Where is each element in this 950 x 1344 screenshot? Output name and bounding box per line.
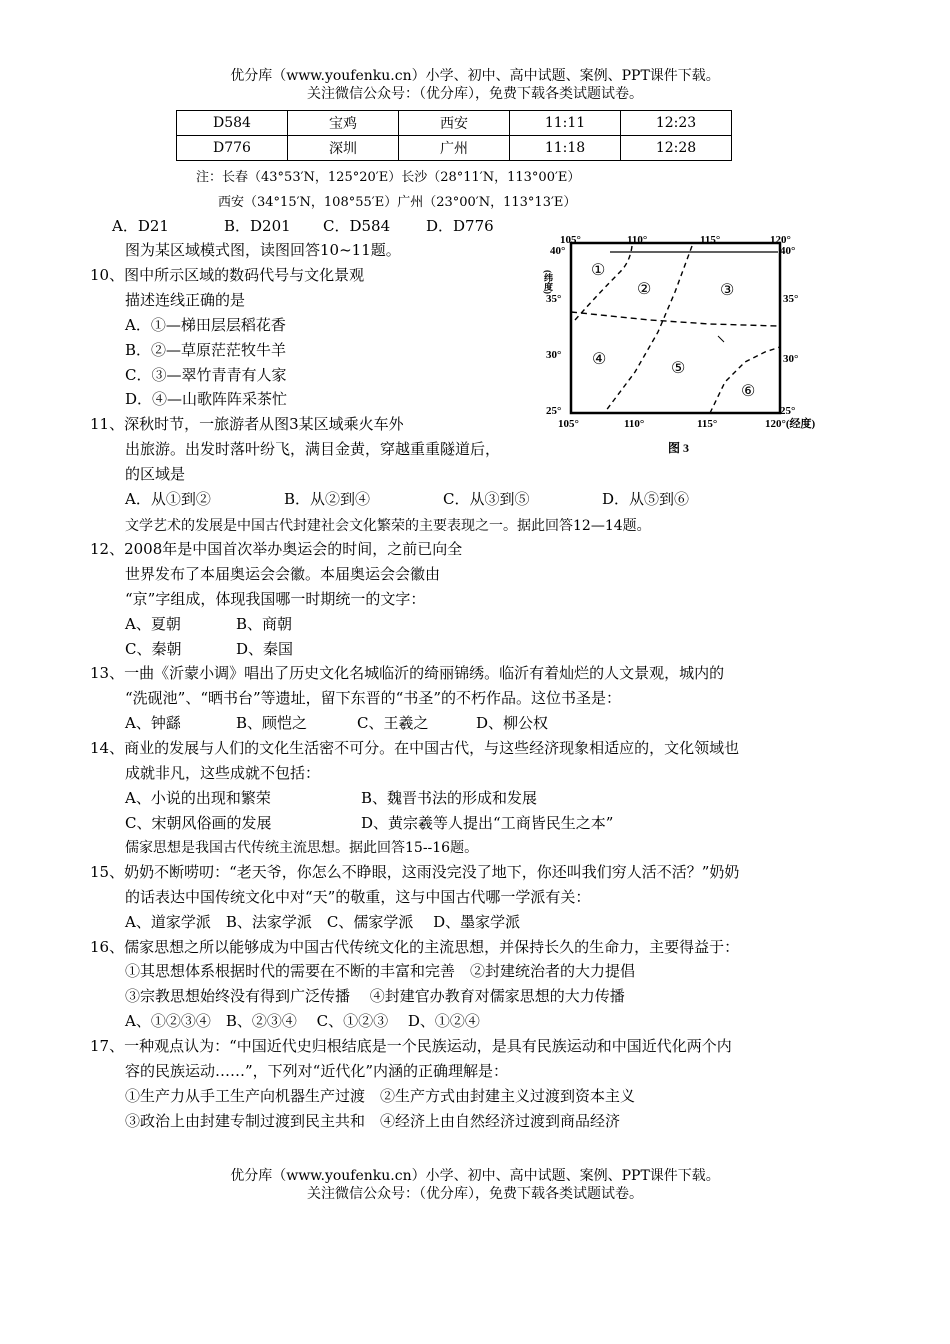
q11-stem-3: 的区域是 [125, 465, 186, 483]
q11-option-c: C．从③到⑤ [443, 490, 530, 508]
q17-items-2: ③政治上由封建专制过渡到民主共和 ④经济上由自然经济过渡到商品经济 [125, 1112, 621, 1130]
q13-option-a: A、钟繇 [125, 714, 181, 732]
footer-line-2: 关注微信公众号：（优分库），免费下载各类试题试卷。 [307, 1186, 643, 1202]
table-cell: 11:18 [510, 136, 621, 161]
table-cell: 宝鸡 [288, 111, 399, 136]
q15-stem-2: 的话表达中国传统文化中对“天”的敬重，这与中国古代哪一学派有关： [125, 888, 591, 906]
q9-option-a: A．D21 [112, 217, 169, 235]
boundary-line [571, 312, 778, 326]
top-lon-105: 105° [560, 234, 581, 246]
bottom-lon-110: 110° [624, 418, 645, 430]
map-caption: 图 3 [668, 441, 690, 455]
lat-axis-label: (纬度) [543, 270, 553, 294]
table-cell: D584 [177, 111, 288, 136]
coords-note-line-2: 西安（34°15′N，108°55′E）广州（23°00′N，113°13′E） [218, 195, 577, 210]
q15-options: A、道家学派 B、法家学派 C、儒家学派 D、墨家学派 [125, 913, 521, 931]
table-cell: 12:23 [621, 111, 732, 136]
q9-option-d: D．D776 [426, 217, 494, 235]
right-lat-25: 25° [780, 405, 796, 417]
q12-stem-3: “京”字组成，体现我国哪一时期统一的文字： [125, 590, 426, 608]
q10-option-a: A．①—梯田层层稻花香 [125, 316, 286, 334]
right-lat-40: 40° [780, 245, 796, 257]
map-mark [718, 336, 724, 342]
header-line-1: 优分库（www.youfenku.cn）小学、初中、高中试题、案例、PPT课件下载。 [230, 68, 720, 84]
table-cell: 11:11 [510, 111, 621, 136]
q10-stem-2: 描述连线正确的是 [125, 291, 246, 309]
q14-option-b: B、魏晋书法的形成和发展 [361, 789, 538, 807]
q12-option-d: D、秦国 [236, 640, 294, 658]
q9-option-c: C．D584 [323, 217, 391, 235]
right-lat-30: 30° [783, 353, 799, 365]
region-3-label: ③ [720, 282, 735, 299]
top-lon-115: 115° [700, 234, 721, 246]
q14-option-c: C、宋朝风俗画的发展 [125, 814, 272, 832]
q10-stem-1: 10、图中所示区域的数码代号与文化景观 [90, 266, 365, 284]
intro-15-16: 儒家思想是我国古代传统主流思想。据此回答15--16题。 [125, 840, 479, 856]
q17-stem-2: 容的民族运动……”，下列对“近代化”内涵的正确理解是： [125, 1062, 509, 1080]
left-lat-25: 25° [546, 405, 562, 417]
q11-stem-2: 出旅游。出发时落叶纷飞，满目金黄，穿越重重隧道后， [125, 440, 501, 458]
q15-stem-1: 15、奶奶不断唠叨：“老天爷，你怎么不睁眼，这雨没完没了地下，你还叫我们穷人活不活？”奶奶 [90, 863, 740, 881]
table-row [177, 111, 732, 136]
q11-stem-1: 11、深秋时节，一旅游者从图3某区域乘火车外 [90, 415, 404, 433]
q11-option-b: B．从②到④ [284, 490, 371, 508]
map-intro: 图为某区域模式图，读图回答10~11题。 [125, 241, 401, 259]
q14-stem-1: 14、商业的发展与人们的文化生活密不可分。在中国古代，与这些经济现象相适应的，文化领域也 [90, 739, 740, 757]
left-lat-35: 35° [546, 293, 562, 305]
q16-items-2: ③宗教思想始终没有得到广泛传播 ④封建官办教育对儒家思想的大力传播 [125, 987, 625, 1005]
q14-option-a: A、小说的出现和繁荣 [125, 789, 271, 807]
q12-option-c: C、秦朝 [125, 640, 182, 658]
q10-option-b: B．②—草原茫茫牧牛羊 [125, 341, 287, 359]
q14-option-d: D、黄宗羲等人提出“工商皆民生之本” [361, 814, 614, 832]
region-1-label: ① [591, 262, 606, 279]
bottom-lon-115: 115° [697, 418, 718, 430]
q16-options: A、①②③④ B、②③④ C、①②③ D、①②④ [125, 1012, 480, 1030]
bottom-lon-105: 105° [558, 418, 579, 430]
region-2-label: ② [637, 281, 652, 298]
header-line-2: 关注微信公众号：（优分库），免费下载各类试题试卷。 [307, 86, 643, 102]
q13-option-b: B、顾恺之 [236, 714, 308, 732]
boundary-line [710, 347, 780, 413]
coords-note-line-1: 注：长春（43°53′N，125°20′E）长沙（28°11′N，113°00′E） [196, 170, 581, 185]
q12-option-b: B、商朝 [236, 615, 293, 633]
q17-stem-1: 17、一种观点认为：“中国近代史归根结底是一个民族运动，是具有民族运动和中国近代化两个内 [90, 1037, 732, 1055]
train-schedule-table [176, 110, 732, 161]
q10-option-d: D．④—山歌阵阵采茶忙 [125, 390, 288, 408]
q12-option-a: A、夏朝 [125, 615, 181, 633]
table-cell: D776 [177, 136, 288, 161]
left-lat-30: 30° [546, 349, 562, 361]
footer-line-1: 优分库（www.youfenku.cn）小学、初中、高中试题、案例、PPT课件下载。 [230, 1168, 720, 1184]
intro-12-14: 文学艺术的发展是中国古代封建社会文化繁荣的主要表现之一。据此回答12—14题。 [125, 518, 651, 534]
table-cell: 西安 [399, 111, 510, 136]
q13-option-d: D、柳公权 [476, 714, 549, 732]
top-lon-120: 120° [770, 234, 791, 246]
region-4-label: ④ [592, 351, 607, 368]
region-5-label: ⑤ [671, 360, 686, 377]
q12-stem-2: 世界发布了本届奥运会会徽。本届奥运会会徽由 [125, 565, 441, 583]
q14-stem-2: 成就非凡，这些成就不包括： [125, 764, 321, 782]
bottom-lon-120: 120°(经度) [765, 418, 816, 430]
table-cell: 广州 [399, 136, 510, 161]
q16-items-1: ①其思想体系根据时代的需要在不断的丰富和完善 ②封建统治者的大力提倡 [125, 962, 636, 980]
q13-stem-2: “洗砚池”、“晒书台”等遗址，留下东晋的“书圣”的不朽作品。这位书圣是： [125, 689, 622, 707]
table-cell: 深圳 [288, 136, 399, 161]
q17-items-1: ①生产力从手工生产向机器生产过渡 ②生产方式由封建主义过渡到资本主义 [125, 1087, 636, 1105]
q13-stem-1: 13、一曲《沂蒙小调》唱出了历史文化名城临沂的绮丽锦绣。临沂有着灿烂的人文景观，城内的 [90, 664, 725, 682]
right-lat-35: 35° [783, 293, 799, 305]
region-map-figure [540, 232, 840, 460]
table-row [177, 136, 732, 161]
left-lat-40: 40° [550, 245, 566, 257]
q11-option-d: D．从⑤到⑥ [602, 490, 690, 508]
boundary-line [575, 246, 632, 320]
q11-option-a: A．从①到② [125, 490, 211, 508]
q13-option-c: C、王羲之 [357, 714, 429, 732]
q9-option-b: B．D201 [224, 217, 291, 235]
q10-option-c: C．③—翠竹青青有人家 [125, 366, 287, 384]
boundary-line [605, 246, 692, 412]
region-6-label: ⑥ [741, 383, 756, 400]
q16-stem-1: 16、儒家思想之所以能够成为中国古代传统文化的主流思想，并保持长久的生命力，主要得益于： [90, 938, 740, 956]
table-cell: 12:28 [621, 136, 732, 161]
q12-stem-1: 12、2008年是中国首次举办奥运会的时间，之前已向全 [90, 540, 463, 558]
top-lon-110: 110° [627, 234, 648, 246]
